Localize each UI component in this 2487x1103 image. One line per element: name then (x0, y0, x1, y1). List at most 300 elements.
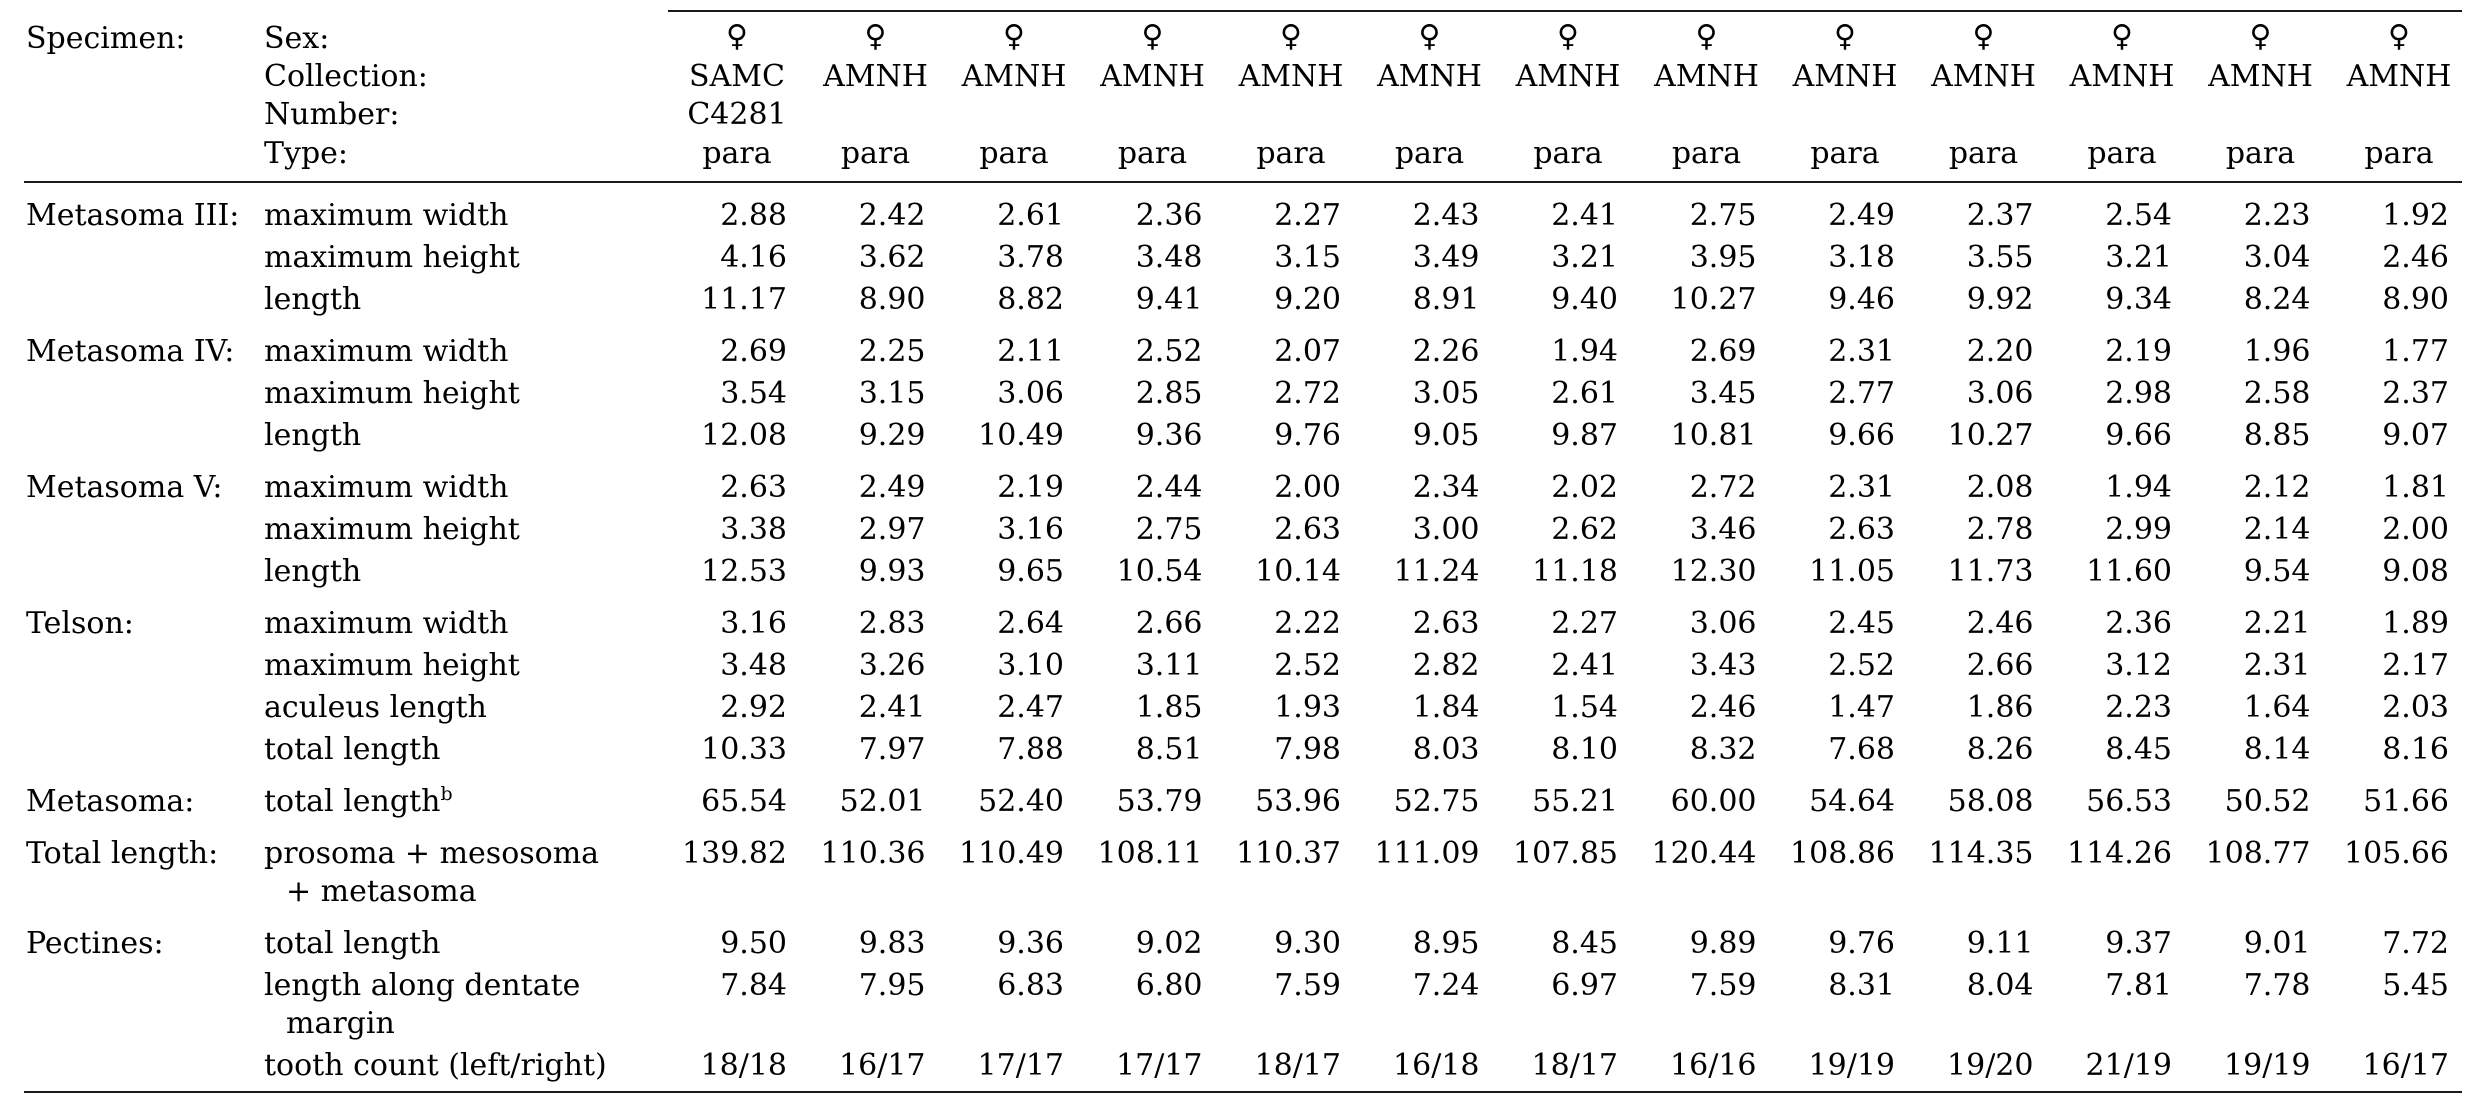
value-cell: 3.46 (1689, 512, 1757, 547)
value-cell: 2.22 (1274, 606, 1341, 641)
value-cell: 1.47 (1828, 690, 1895, 725)
value-cell: 60.00 (1670, 784, 1757, 819)
value-cell: 8.10 (1551, 732, 1618, 767)
measure-label (264, 418, 361, 453)
table-row (264, 926, 2449, 961)
value-cell: 1.86 (1966, 690, 2034, 725)
value-cell: 3.45 (1689, 376, 1757, 411)
header-field-label: Number: (264, 97, 400, 132)
section-label: Metasoma IV: (26, 334, 235, 369)
value-cell: 3.04 (2243, 240, 2311, 275)
value-cell: 3.06 (997, 376, 1064, 411)
collection-cell: AMNH (823, 59, 928, 94)
value-cell: 52.40 (978, 784, 1064, 819)
female-symbol-icon: ♀ (1141, 19, 1164, 54)
value-cell: 2.07 (1274, 334, 1341, 369)
value-cell: 3.38 (720, 512, 787, 547)
measure-text: total length (264, 926, 441, 961)
value-cell: 3.16 (997, 512, 1064, 547)
value-cell: 8.45 (2105, 732, 2172, 767)
type-cell: para (1533, 136, 1603, 171)
value-cell: 11.05 (1809, 554, 1895, 589)
measure-label (264, 282, 361, 317)
type-cell: para (1810, 136, 1880, 171)
value-cell: 2.78 (1966, 512, 2034, 547)
value-cell: 1.77 (2382, 334, 2449, 369)
value-cell: 1.54 (1551, 690, 1618, 725)
measure-label (264, 554, 361, 589)
table-row (264, 240, 2449, 275)
value-cell: 8.16 (2382, 732, 2449, 767)
value-cell: 111.09 (1374, 836, 1480, 871)
value-cell: 10.54 (1116, 554, 1203, 589)
collection-cell: AMNH (1792, 59, 1898, 94)
value-cell: 2.37 (2382, 376, 2449, 411)
collection-cell: AMNH (1515, 59, 1621, 94)
value-cell: 54.64 (1809, 784, 1895, 819)
value-cell: 9.07 (2382, 418, 2449, 453)
value-cell: 3.05 (1412, 376, 1480, 411)
value-cell: 2.11 (997, 334, 1064, 369)
female-symbol-icon: ♀ (726, 19, 748, 54)
value-cell: 3.49 (1412, 240, 1480, 275)
value-cell: 2.14 (2243, 512, 2311, 547)
value-cell: 9.37 (2105, 926, 2172, 961)
value-cell: 9.41 (1135, 282, 1203, 317)
type-cell: para (1117, 136, 1188, 171)
value-cell: 2.23 (2105, 690, 2172, 725)
value-cell: 3.18 (1828, 240, 1895, 275)
value-cell: 6.80 (1135, 968, 1203, 1003)
table-row (264, 418, 2449, 453)
measure-text: maximum height (264, 376, 520, 411)
value-cell: 9.11 (1966, 926, 2034, 961)
value-cell: 2.36 (1135, 198, 1203, 233)
value-cell: 8.82 (997, 282, 1064, 317)
value-cell: 2.52 (1274, 648, 1341, 683)
value-cell: 2.19 (2105, 334, 2172, 369)
table-row (264, 836, 2449, 909)
value-cell: 16/16 (1670, 1048, 1757, 1083)
value-cell: 51.66 (2363, 784, 2449, 819)
table-row (264, 732, 2449, 767)
type-cell: para (2364, 136, 2434, 171)
value-cell: 12.30 (1670, 554, 1757, 589)
value-cell: 8.24 (2243, 282, 2311, 317)
value-cell: 2.98 (2105, 376, 2172, 411)
value-cell: 9.87 (1551, 418, 1618, 453)
value-cell: 19/20 (1947, 1048, 2034, 1083)
value-cell: 2.00 (2382, 512, 2449, 547)
value-cell: 2.49 (858, 470, 926, 505)
value-cell: 53.96 (1255, 784, 1341, 819)
value-cell: 7.24 (1412, 968, 1480, 1003)
table-section (26, 783, 2449, 819)
value-cell: 2.41 (1551, 198, 1618, 233)
value-cell: 2.37 (1966, 198, 2034, 233)
value-cell: 2.62 (1551, 512, 1618, 547)
table-body (26, 198, 2449, 1083)
value-cell: 11.60 (2086, 554, 2172, 589)
female-symbol-icon: ♀ (1972, 19, 1995, 54)
collection-cell: AMNH (1377, 59, 1482, 94)
value-cell: 110.49 (959, 836, 1064, 871)
value-cell: 52.01 (839, 784, 926, 819)
table-row (264, 648, 2449, 683)
value-cell: 2.49 (1828, 198, 1895, 233)
measure-label (264, 648, 520, 683)
measure-text: maximum width (264, 334, 509, 369)
value-cell: 8.04 (1966, 968, 2034, 1003)
value-cell: 12.53 (701, 554, 787, 589)
female-symbol-icon: ♀ (864, 19, 887, 54)
table-row (264, 376, 2449, 411)
value-cell: 19/19 (1808, 1048, 1895, 1083)
value-cell: 3.55 (1966, 240, 2034, 275)
value-cell: 5.45 (2382, 968, 2449, 1003)
value-cell: 9.54 (2243, 554, 2311, 589)
value-cell: 2.77 (1828, 376, 1895, 411)
value-cell: 17/17 (1116, 1048, 1203, 1083)
value-cell: 2.64 (997, 606, 1064, 641)
measure-label (264, 334, 508, 369)
collection-cell: AMNH (2069, 59, 2175, 94)
value-cell: 2.58 (2243, 376, 2311, 411)
measure-text: tooth count (left/right) (264, 1048, 607, 1083)
value-cell: 9.05 (1412, 418, 1480, 453)
value-cell: 108.11 (1097, 836, 1203, 871)
measure-text: length along dentate (264, 968, 581, 1003)
value-cell: 3.78 (997, 240, 1064, 275)
value-cell: 8.32 (1689, 732, 1757, 767)
section-label: Telson: (26, 606, 134, 641)
measure-text: length (264, 282, 362, 317)
value-cell: 3.00 (1412, 512, 1480, 547)
value-cell: 50.52 (2224, 784, 2311, 819)
value-cell: 7.72 (2382, 926, 2449, 961)
value-cell: 3.62 (858, 240, 926, 275)
value-cell: 65.54 (701, 784, 787, 819)
measure-text: prosoma + mesosoma (264, 836, 600, 871)
value-cell: 12.08 (701, 418, 787, 453)
measure-label-continuation: margin (286, 1006, 395, 1041)
value-cell: 10.81 (1670, 418, 1757, 453)
value-cell: 2.41 (1551, 648, 1618, 683)
value-cell: 10.27 (1947, 418, 2034, 453)
measure-label (264, 968, 580, 1003)
value-cell: 1.92 (2382, 198, 2449, 233)
value-cell: 2.72 (1274, 376, 1341, 411)
value-cell: 2.20 (1966, 334, 2034, 369)
value-cell: 55.21 (1532, 784, 1618, 819)
value-cell: 9.29 (858, 418, 926, 453)
table-section (26, 836, 2449, 909)
value-cell: 9.93 (858, 554, 926, 589)
value-cell: 2.88 (720, 198, 787, 233)
value-cell: 9.34 (2105, 282, 2172, 317)
table-row (264, 554, 2449, 589)
value-cell: 9.66 (2105, 418, 2172, 453)
value-cell: 2.41 (858, 690, 926, 725)
table-row (264, 690, 2449, 725)
section-label: Metasoma III: (26, 198, 240, 233)
value-cell: 3.11 (1135, 648, 1203, 683)
value-cell: 3.48 (1135, 240, 1203, 275)
type-cell: para (1394, 136, 1465, 171)
value-cell: 2.46 (1689, 690, 1757, 725)
value-cell: 2.63 (1828, 512, 1895, 547)
value-cell: 108.77 (2205, 836, 2311, 871)
value-cell: 2.42 (858, 198, 926, 233)
measure-label (264, 376, 520, 411)
female-symbol-icon: ♀ (2249, 19, 2272, 54)
value-cell: 2.97 (858, 512, 926, 547)
value-cell: 2.92 (720, 690, 787, 725)
value-cell: 2.03 (2382, 690, 2449, 725)
value-cell: 58.08 (1947, 784, 2034, 819)
value-cell: 2.69 (720, 334, 787, 369)
collection-cell: SAMC (689, 59, 785, 94)
value-cell: 6.83 (997, 968, 1064, 1003)
footnote-marker: b (440, 783, 453, 805)
value-cell: 9.66 (1828, 418, 1895, 453)
header-field-label: Type: (264, 136, 349, 171)
female-symbol-icon: ♀ (1557, 19, 1579, 54)
female-symbol-icon: ♀ (1280, 19, 1302, 54)
value-cell: 3.15 (858, 376, 926, 411)
value-cell: 8.85 (2243, 418, 2311, 453)
value-cell: 8.14 (2243, 732, 2311, 767)
value-cell: 9.36 (1135, 418, 1203, 453)
value-cell: 2.00 (1274, 470, 1341, 505)
value-cell: 2.27 (1551, 606, 1618, 641)
value-cell: 2.66 (1135, 606, 1203, 641)
measure-text: length (264, 418, 362, 453)
value-cell: 3.12 (2105, 648, 2172, 683)
table-row (264, 470, 2449, 505)
value-cell: 10.33 (701, 732, 787, 767)
value-cell: 2.36 (2105, 606, 2172, 641)
value-cell: 3.95 (1689, 240, 1757, 275)
type-cell: para (840, 136, 911, 171)
value-cell: 110.36 (820, 836, 926, 871)
table-row (264, 282, 2449, 317)
value-cell: 2.63 (1274, 512, 1341, 547)
value-cell: 52.75 (1393, 784, 1480, 819)
value-cell: 2.26 (1412, 334, 1480, 369)
value-cell: 2.69 (1689, 334, 1757, 369)
collection-cell: AMNH (2208, 59, 2313, 94)
table-row (264, 334, 2449, 369)
collection-cell: AMNH (2346, 59, 2452, 94)
table-section (26, 926, 2449, 1083)
measure-text: total length (264, 732, 441, 767)
value-cell: 2.61 (997, 198, 1064, 233)
value-cell: 10.14 (1255, 554, 1341, 589)
value-cell: 7.88 (997, 732, 1064, 767)
table-section (26, 470, 2449, 589)
collection-cell: AMNH (1100, 59, 1205, 94)
value-cell: 9.89 (1689, 926, 1757, 961)
value-cell: 3.10 (997, 648, 1064, 683)
value-cell: 9.76 (1274, 418, 1341, 453)
table-section (26, 334, 2449, 453)
value-cell: 9.46 (1828, 282, 1895, 317)
value-cell: 9.50 (720, 926, 787, 961)
value-cell: 9.01 (2243, 926, 2311, 961)
value-cell: 108.86 (1790, 836, 1895, 871)
value-cell: 6.97 (1551, 968, 1618, 1003)
collection-cell: AMNH (1654, 59, 1759, 94)
table-row (264, 512, 2449, 547)
value-cell: 9.30 (1274, 926, 1341, 961)
value-cell: 8.91 (1412, 282, 1480, 317)
header-field-label: Sex: (264, 21, 330, 56)
value-cell: 2.61 (1551, 376, 1618, 411)
value-cell: 2.43 (1412, 198, 1480, 233)
value-cell: 2.82 (1412, 648, 1480, 683)
value-cell: 7.97 (858, 732, 926, 767)
value-cell: 16/17 (2362, 1048, 2449, 1083)
value-cell: 16/18 (1393, 1048, 1480, 1083)
type-cell: para (1256, 136, 1326, 171)
value-cell: 2.99 (2105, 512, 2172, 547)
section-label: Metasoma V: (26, 470, 223, 505)
value-cell: 2.46 (1966, 606, 2034, 641)
measure-text: length (264, 554, 362, 589)
collection-cell: AMNH (1931, 59, 2036, 94)
value-cell: 2.31 (1828, 470, 1895, 505)
measure-label (264, 926, 440, 961)
value-cell: 8.95 (1412, 926, 1480, 961)
value-cell: 3.54 (720, 376, 787, 411)
value-cell: 7.59 (1689, 968, 1757, 1003)
table-row (264, 783, 2449, 819)
measure-text: maximum height (264, 512, 520, 547)
value-cell: 2.63 (1412, 606, 1480, 641)
value-cell: 2.75 (1135, 512, 1203, 547)
value-cell: 1.89 (2382, 606, 2449, 641)
measure-text: maximum width (264, 606, 509, 641)
table-row (264, 606, 2449, 641)
table-section (26, 198, 2449, 317)
type-cell: para (979, 136, 1049, 171)
measure-text: total length (264, 784, 441, 819)
value-cell: 10.27 (1670, 282, 1757, 317)
value-cell: 7.59 (1274, 968, 1341, 1003)
value-cell: 11.73 (1947, 554, 2034, 589)
value-cell: 7.68 (1828, 732, 1895, 767)
header-field-label: Collection: (264, 59, 428, 94)
value-cell: 8.26 (1966, 732, 2034, 767)
female-symbol-icon: ♀ (1418, 19, 1441, 54)
value-cell: 8.31 (1828, 968, 1895, 1003)
value-cell: 2.47 (997, 690, 1064, 725)
measure-label (264, 470, 508, 505)
value-cell: 2.19 (997, 470, 1064, 505)
value-cell: 4.16 (720, 240, 787, 275)
value-cell: 114.26 (2067, 836, 2172, 871)
collection-cell: AMNH (1238, 59, 1344, 94)
value-cell: 2.25 (858, 334, 926, 369)
value-cell: 3.21 (1551, 240, 1618, 275)
value-cell: 19/19 (2224, 1048, 2311, 1083)
value-cell: 18/18 (700, 1048, 787, 1083)
value-cell: 3.43 (1689, 648, 1757, 683)
type-cell: para (2225, 136, 2296, 171)
value-cell: 3.16 (720, 606, 787, 641)
section-label: Pectines: (26, 926, 164, 961)
value-cell: 9.36 (997, 926, 1064, 961)
section-label: Total length: (26, 836, 219, 871)
value-cell: 3.15 (1274, 240, 1341, 275)
value-cell: 8.90 (2382, 282, 2449, 317)
measure-label (264, 606, 508, 641)
value-cell: 120.44 (1651, 836, 1757, 871)
value-cell: 8.51 (1135, 732, 1203, 767)
value-cell: 16/17 (839, 1048, 926, 1083)
catalog-number-cell: C4281 (687, 97, 787, 132)
measure-label (264, 783, 453, 819)
value-cell: 107.85 (1513, 836, 1618, 871)
value-cell: 105.66 (2344, 836, 2449, 871)
value-cell: 2.44 (1135, 470, 1203, 505)
measure-label (264, 198, 508, 233)
female-symbol-icon: ♀ (1834, 19, 1856, 54)
female-symbol-icon: ♀ (2388, 19, 2410, 54)
value-cell: 9.08 (2382, 554, 2449, 589)
value-cell: 9.40 (1551, 282, 1618, 317)
value-cell: 2.23 (2243, 198, 2311, 233)
measure-text: aculeus length (264, 690, 487, 725)
value-cell: 2.21 (2243, 606, 2311, 641)
value-cell: 11.18 (1532, 554, 1618, 589)
type-cell: para (2087, 136, 2157, 171)
value-cell: 2.34 (1412, 470, 1480, 505)
value-cell: 2.17 (2382, 648, 2449, 683)
value-cell: 9.76 (1828, 926, 1895, 961)
value-cell: 114.35 (1928, 836, 2034, 871)
value-cell: 1.96 (2243, 334, 2311, 369)
measure-label (264, 732, 440, 767)
measure-label (264, 690, 487, 725)
measure-text: maximum height (264, 648, 520, 683)
measure-label-continuation: + metasoma (286, 874, 477, 909)
measure-text: maximum width (264, 198, 509, 233)
value-cell: 110.37 (1236, 836, 1341, 871)
value-cell: 7.81 (2105, 968, 2172, 1003)
value-cell: 2.66 (1966, 648, 2034, 683)
value-cell: 139.82 (682, 836, 787, 871)
value-cell: 7.84 (720, 968, 787, 1003)
value-cell: 7.78 (2243, 968, 2311, 1003)
value-cell: 56.53 (2086, 784, 2172, 819)
measure-label (264, 1048, 607, 1083)
value-cell: 18/17 (1254, 1048, 1341, 1083)
value-cell: 3.48 (720, 648, 787, 683)
value-cell: 1.94 (2105, 470, 2172, 505)
table-row (264, 968, 2449, 1041)
table-section (26, 606, 2449, 767)
value-cell: 7.95 (858, 968, 926, 1003)
value-cell: 2.85 (1135, 376, 1203, 411)
measure-label (264, 836, 599, 871)
value-cell: 1.93 (1274, 690, 1341, 725)
value-cell: 1.84 (1412, 690, 1480, 725)
measure-text: maximum height (264, 240, 520, 275)
value-cell: 2.45 (1828, 606, 1895, 641)
value-cell: 2.46 (2382, 240, 2449, 275)
